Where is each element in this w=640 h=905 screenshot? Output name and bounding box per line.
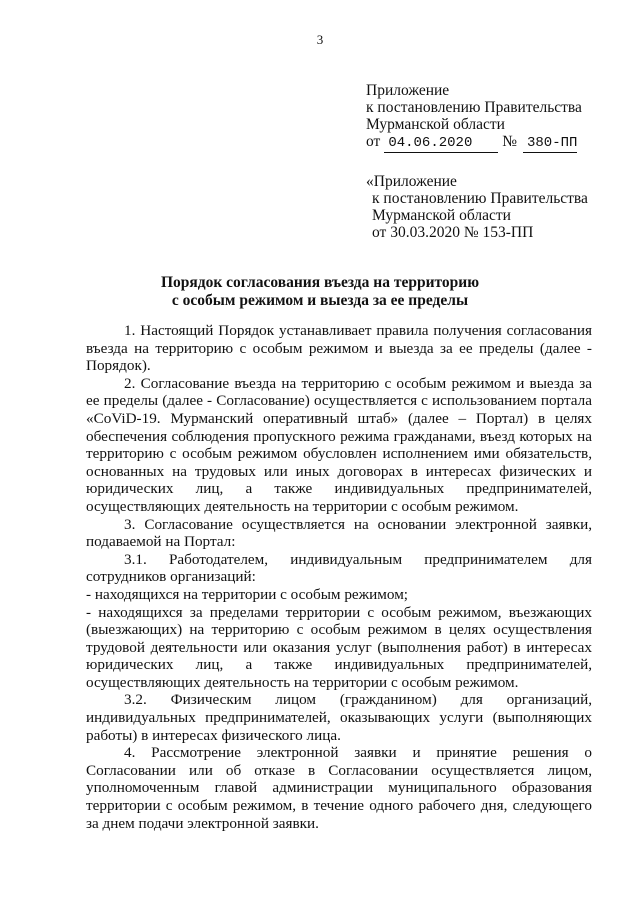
paragraph-3: 3. Согласование осуществляется на основании электронной заявки, подаваемой на Портал: [86,515,592,551]
appendix-line-3: Мурманской области [366,116,505,133]
page-number: 3 [316,32,324,47]
original-appendix-line-3: Мурманской области [372,207,511,224]
from-label: от [366,133,381,150]
paragraph-2: 2. Согласование въезда на территорию с особым режимом и выезда за ее пределы (далее - Согласование) осуществляется с использованием портала «CoViD-19. Мурманский оперативный штаб» (далее – Портал) в целях обеспечения соблюдения пропускного режима гражданами, въезд которых на территорию с особым режимом обусловлен исполнением ими обязательств, основанных на трудовых или иных договорах в интересах физических и юридических лиц, а также индивидуальных предпринимателей, осуществляющих деятельность на территории с особым режимом. [86,374,592,515]
number-sign: № [502,133,517,150]
paragraph-1: 1. Настоящий Порядок устанавливает правила получения согласования въезда на территорию с особым режимом и выезда за ее пределы (далее - Порядок). [86,322,592,375]
paragraph-3-1: 3.1. Работодателем, индивидуальным предпринимателем для сотрудников организаций: [86,550,592,586]
original-appendix-line-4: от 30.03.2020 № 153-ПП [372,224,534,241]
original-appendix-line-2: к постановлению Правительства [372,190,588,207]
appendix-header [366,82,582,153]
decree-date: 04.06.2020 [384,135,498,153]
document-body [86,322,592,832]
list-item-1: - находящихся на территории с особым режимом; [86,585,409,603]
title-line-1: Порядок согласования въезда на территорию [160,274,480,291]
decree-number: 380-ПП [523,135,577,153]
original-appendix-header [366,173,588,241]
appendix-line-1: Приложение [366,82,450,99]
document-title [0,274,640,310]
original-appendix-line-1: «Приложение [366,173,457,190]
list-item-2: - находящихся за пределами территории с особым режимом, въезжающих (выезжающих) на территорию с особым режимом в целях осуществления трудовой деятельности или оказания услуг (выполнения работ) в интересах юридических лиц, а также индивидуальных предпринимателей, осуществляющих деятельность на территории с особым режимом. [86,603,592,691]
paragraph-4: 4. Рассмотрение электронной заявки и принятие решения о Согласовании или об отказе в Согласовании осуществляется лицом, уполномоченным главой администрации муниципального образования территории с особым режимом, в течение одного рабочего дня, следующего за днем подачи электронной заявки. [86,744,592,832]
appendix-line-2: к постановлению Правительства [366,99,582,116]
appendix-date-row [366,133,582,153]
paragraph-3-2: 3.2. Физическим лицом (гражданином) для организаций, индивидуальных предпринимателей, оказывающих услуги (выполняющих работы) в интересах физического лица. [86,691,592,744]
title-line-2: с особым режимом и выезда за ее пределы [171,292,469,309]
